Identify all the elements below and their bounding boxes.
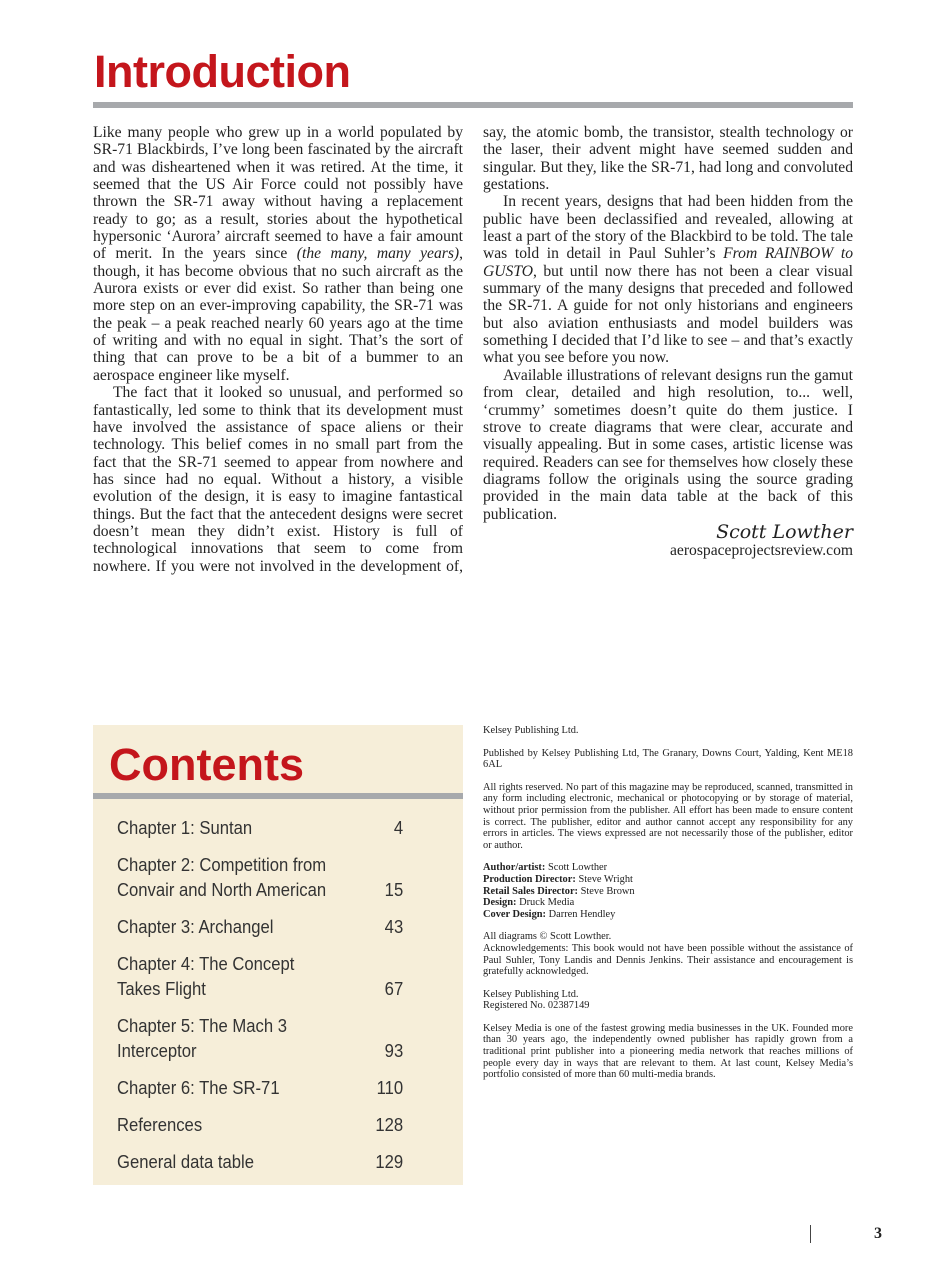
- contents-title: Contents: [109, 739, 304, 790]
- contents-item-label: Chapter 1: Suntan: [117, 817, 253, 838]
- contents-item-label: Chapter 3: Archangel: [117, 916, 274, 937]
- contents-item-page: 15: [384, 879, 404, 900]
- credit-role: Design:: [483, 897, 517, 909]
- publisher-address: Published by Kelsey Publishing Ltd, The Granary, Downs Court, Yalding, Kent ME18 6AL: [483, 747, 853, 771]
- credit-name: Druck Media: [519, 897, 575, 909]
- website-link[interactable]: aerospaceprojectsreview.com: [670, 541, 853, 559]
- contents-item-page: 67: [384, 978, 404, 999]
- contents-item-label: Chapter 5: The Mach 3 Interceptor: [117, 1015, 288, 1061]
- contents-item[interactable]: [117, 1013, 403, 1063]
- author-signature: Scott Lowther: [716, 520, 853, 543]
- credit-role: Retail Sales Director:: [483, 885, 579, 897]
- credit-line: [483, 909, 615, 920]
- credit-role: Production Director:: [483, 873, 576, 885]
- credit-name: Scott Lowther: [547, 862, 608, 874]
- contents-item[interactable]: [117, 852, 403, 902]
- contents-item-page: 110: [376, 1077, 404, 1098]
- contents-item-page: 93: [384, 1040, 404, 1061]
- contents-list: [117, 815, 403, 1186]
- contents-item-page: 43: [384, 916, 404, 937]
- credit-line: [483, 874, 633, 885]
- registration: Kelsey Publishing Ltd. Registered No. 02387149: [483, 988, 590, 1012]
- intro-paragraph: In recent years, designs that had been hidden from the public have been declassified and revealed, allowing at least a part of the story of the Blackbird to be told. The tale was told in detail in Paul Suhler’s From RAINBOW to GUSTO, but until now there has not been a clear visual summary of the many designs that preceded and followed the SR-71. A guide for not only historians and engineers but also aviation enthusiasts and model builders was something I decided that I’d like to see – and that’s exactly what you see before you now.: [483, 193, 853, 367]
- rights-notice: All rights reserved. No part of this magazine may be reproduced, scanned, transmitted in any form including electronic, mechanical or photocopying or by storage of material, without prior permission from the publisher. All effort has been made to ensure content is correct. The publisher, editor and author cannot accept any responsibility for any errors in articles. The views expressed are not necessarily those of the publisher, editor or author.: [483, 781, 853, 851]
- publisher-about: Kelsey Media is one of the fastest growing media businesses in the UK. Founded more than 30 years ago, the independently owned publisher has rapidly grown from a traditional print publisher into a pioneering media network that reaches millions of people every day in ways that are relevant to them. At last count, Kelsey Media’s portfolio consisted of more than 60 multi-media brands.: [483, 1022, 853, 1081]
- intro-paragraph: The fact that it looked so unusual, and performed so fantastically, led some to think that its development must have involved the assistance of space aliens or their technology. This belief comes in no small part from the fact that the SR-71 seemed to appear from nowhere and has since had no equal. Without a history, a visible evolution of the design, it is easy to imagine fantastical things. But the fact that the antecedent designs were secret doesn’t mean they didn’t exist. History is full of technological innovations that seem to come from nowhere. If you were not involved in the development of, say, the atomic bomb, the transistor, stealth technology or the laser, their advent might have seemed sudden and singular. But they, like the SR-71, had long and convoluted gestations.: [93, 124, 853, 575]
- contents-item-label: Chapter 2: Competition from Convair and North American: [117, 854, 327, 900]
- contents-item[interactable]: [117, 1075, 403, 1100]
- contents-item-label: General data table: [117, 1151, 254, 1172]
- contents-item[interactable]: [117, 951, 403, 1001]
- introduction-body: [93, 124, 853, 575]
- contents-item-label: Chapter 6: The SR-71: [117, 1077, 280, 1098]
- contents-rule: [93, 793, 463, 799]
- credit-name: Darren Hendley: [548, 908, 616, 920]
- credit-line: [483, 862, 607, 873]
- contents-item-page: 128: [375, 1114, 404, 1135]
- contents-item[interactable]: [117, 914, 403, 939]
- page-number: 3: [874, 1225, 882, 1242]
- credit-name: Steve Wright: [578, 873, 633, 885]
- credit-role: Author/artist:: [483, 862, 546, 874]
- page-number-divider: [810, 1225, 811, 1243]
- contents-box: [93, 725, 463, 1185]
- page-title: Introduction: [94, 46, 351, 97]
- contents-item-label: References: [117, 1114, 203, 1135]
- intro-paragraph: Like many people who grew up in a world populated by SR-71 Blackbirds, I’ve long been fascinated by the aircraft and was disheartened when it was retired. At the time, it seemed that the US Air Force could not possibly have thrown the SR-71 away without having a replacement ready to go; as a result, stories about the hypothetical hypersonic ‘Aurora’ aircraft seemed to have a fair amount of merit. In the years since (the many, many years), though, it has become obvious that no such aircraft as the Aurora exists or ever did exist. So rather than being one more step on an ever-improving capability, the SR-71 was the peak – a peak reached nearly 60 years ago at the time of writing and with no equal in sight. That’s the sort of thing that can prove to be a bit of a bummer to an aerospace engineer like myself.: [93, 124, 464, 384]
- credit-role: Cover Design:: [483, 908, 547, 920]
- credit-line: [483, 897, 574, 908]
- acknowledgements: All diagrams © Scott Lowther. Acknowledgements: This book would not have been possible without the assistance of Paul Suhler, Tony Landis and Dennis Jenkins. Their assistance and encouragement is gratefully acknowledged.: [483, 931, 853, 978]
- contents-item[interactable]: [117, 815, 403, 840]
- credits: [483, 862, 853, 920]
- contents-item-label: Chapter 4: The Concept Takes Flight: [117, 953, 295, 999]
- contents-item-page: 4: [393, 817, 404, 838]
- credit-name: Steve Brown: [580, 885, 635, 897]
- contents-item[interactable]: [117, 1112, 403, 1137]
- publisher-info: [483, 725, 853, 1092]
- intro-paragraph: Available illustrations of relevant designs run the gamut from clear, detailed and high resolution, to... well, ‘crummy’ sometimes doesn’t quite do them justice. I strove to create diagrams that were clear, accurate and visually appealing. But in some cases, artistic license was required. Readers can see for themselves how closely these diagrams follow the originals using the source grading provided in the main data table at the back of this publication.: [483, 366, 853, 523]
- publisher-name: Kelsey Publishing Ltd.: [483, 725, 579, 736]
- credit-line: [483, 886, 635, 897]
- title-rule: [93, 102, 853, 108]
- contents-item[interactable]: [117, 1149, 403, 1174]
- contents-item-page: 129: [375, 1151, 404, 1172]
